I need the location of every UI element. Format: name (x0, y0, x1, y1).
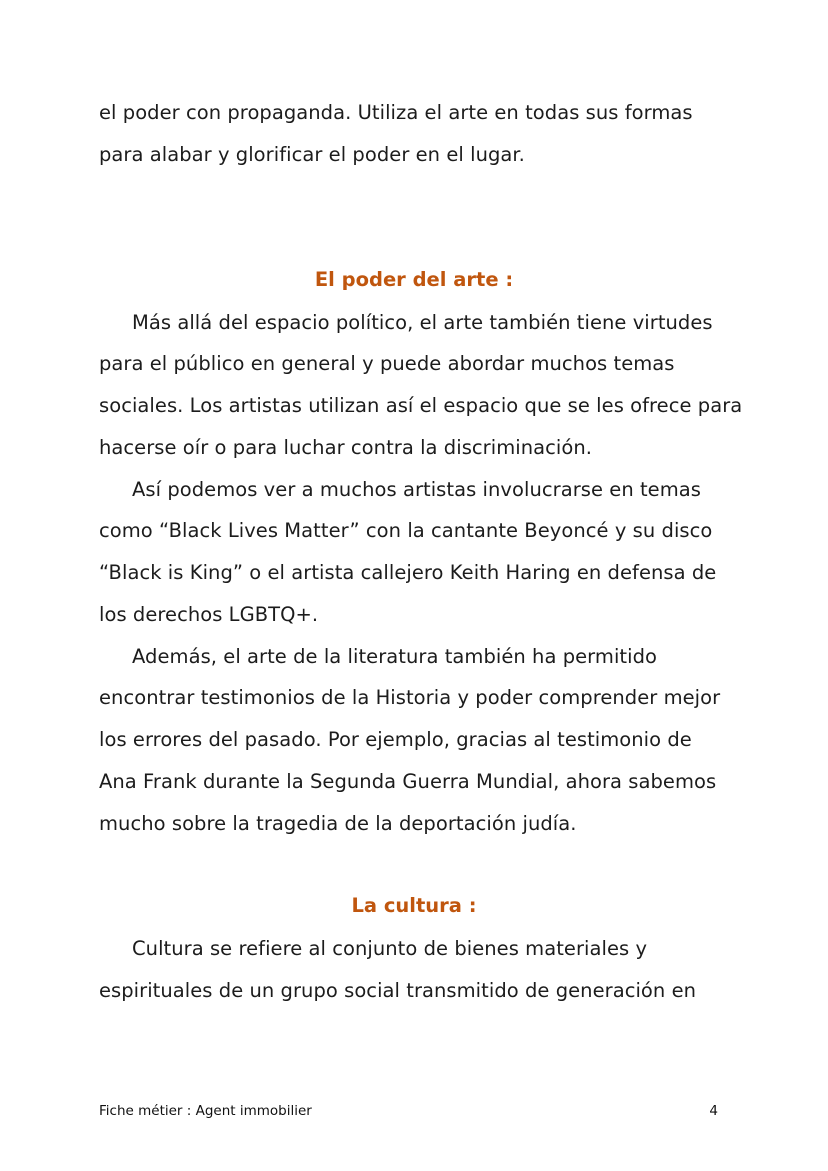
paragraph-line: los derechos LGBTQ+. (99, 603, 319, 626)
section-heading: La cultura : (351, 894, 477, 917)
paragraph-line: los errores del pasado. Por ejemplo, gracias al testimonio de (99, 728, 692, 751)
paragraph-line: sociales. Los artistas utilizan así el espacio que se les ofrece para (99, 394, 743, 417)
paragraph-line: Además, el arte de la literatura también ha permitido (132, 645, 657, 668)
paragraph-line: el poder con propaganda. Utiliza el arte en todas sus formas (99, 101, 693, 124)
paragraph-line: hacerse oír o para luchar contra la discriminación. (99, 436, 593, 459)
paragraph-line: Más allá del espacio político, el arte también tiene virtudes (132, 311, 713, 334)
paragraph-line: Ana Frank durante la Segunda Guerra Mundial, ahora sabemos (99, 770, 717, 793)
paragraph-line: “Black is King” o el artista callejero Keith Haring en defensa de (99, 561, 717, 584)
paragraph-line: Cultura se refiere al conjunto de bienes materiales y (132, 937, 648, 960)
paragraph-line: encontrar testimonios de la Historia y poder comprender mejor (99, 686, 721, 709)
section-heading: El poder del arte : (314, 268, 514, 291)
paragraph-line: para el público en general y puede abordar muchos temas (99, 352, 675, 375)
paragraph-line: como “Black Lives Matter” con la cantante Beyoncé y su disco (99, 519, 713, 542)
paragraph-line: para alabar y glorificar el poder en el lugar. (99, 143, 525, 166)
paragraph-line: espirituales de un grupo social transmitido de generación en (99, 979, 697, 1002)
paragraph-line: mucho sobre la tragedia de la deportación judía. (99, 812, 577, 835)
footer-title: Fiche métier : Agent immobilier (99, 1103, 312, 1119)
page-number: 4 (709, 1103, 718, 1119)
paragraph-line: Así podemos ver a muchos artistas involucrarse en temas (132, 478, 701, 501)
